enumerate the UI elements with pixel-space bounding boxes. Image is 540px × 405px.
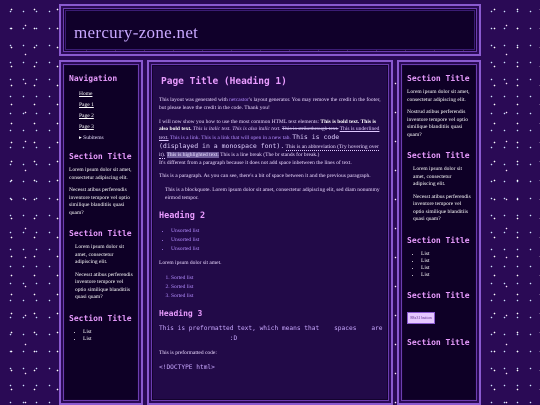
linebreak-text-2: It's different from a paragraph because it does not add space inbetween the lines of text. xyxy=(159,159,352,166)
list-item: • Unsorted list xyxy=(171,227,381,236)
sample-link-newtab[interactable]: This is a link that will open in a new tab. xyxy=(201,135,291,142)
intro-text-a: This layout was generated with xyxy=(159,97,230,103)
abbr-text: This is an abbreviation (Try hovering over it). xyxy=(159,143,379,158)
page-title: Page Title (Heading 1) xyxy=(161,76,287,87)
nav-link-page1[interactable]: Page 1 xyxy=(79,102,94,108)
list-item: • List xyxy=(83,329,133,336)
intro-text-b: 's layout generator. You may remove the credit in the footer, but please leave the credit in the code. Thank you! xyxy=(159,97,381,111)
nav-title: Navigation xyxy=(69,74,118,83)
sorted-list xyxy=(159,274,381,301)
code-text: This is code (displayed in a monospace font). xyxy=(159,133,340,150)
elements-paragraph xyxy=(159,119,381,168)
sample-link[interactable]: This is a link. xyxy=(169,135,200,142)
highlight-text: This is highlighted text. xyxy=(166,151,219,158)
list-item: 3. Sorted list xyxy=(171,292,381,301)
preformatted-label: This is preformatted code: xyxy=(159,349,217,356)
list-item: • List xyxy=(421,258,471,265)
left-section-2-text: Lorem ipsum dolor sit amet, consectetur adipiscing elit. xyxy=(75,244,125,265)
main-content-panel xyxy=(147,60,393,405)
nav-list xyxy=(69,89,133,144)
right-sidebar xyxy=(397,60,481,405)
elements-lead: I will now show you how to use the most common HTML text elements: xyxy=(159,118,321,125)
code-sample: <!DOCTYPE html> xyxy=(159,364,215,372)
right-section-title-4: Section Title xyxy=(407,290,470,300)
header-inner xyxy=(65,10,475,50)
nav-item-home[interactable] xyxy=(79,89,133,100)
left-section-title-1: Section Title xyxy=(69,152,132,161)
heading-3: Heading 3 xyxy=(159,308,203,318)
strike-text: This is strikethrough text. xyxy=(281,126,339,133)
site-header xyxy=(59,4,481,56)
list-item: • List xyxy=(83,336,133,343)
also-bold-text: This is also bold text. xyxy=(159,118,377,133)
left-section-title-2: Section Title xyxy=(69,229,132,238)
unsorted-list xyxy=(159,227,381,254)
also-italic-text: This is also italic text. xyxy=(232,126,281,133)
left-section-2-text-2: Necesst atibus perferendis inventore tempore vel optio similique blanditiis quasi quam? xyxy=(75,271,133,300)
site-logo[interactable]: mercury-zone.net xyxy=(74,23,199,42)
intro-paragraph xyxy=(159,97,381,113)
nav-subitems-label[interactable]: Subitems xyxy=(83,135,104,141)
right-section-1-text: Lorem ipsum dolor sit amet, consectetur adipiscing elit. xyxy=(407,89,470,103)
italic-text: This is italic text. xyxy=(192,126,231,133)
list-item: • Unsorted list xyxy=(171,236,381,245)
nav-item-subitems[interactable] xyxy=(79,133,133,144)
left-section-1-text: Lorem ipsum dolor sit amet, consectetur adipiscing elit. xyxy=(69,167,132,181)
lorem-line: Lorem ipsum dolor sit amet. xyxy=(159,259,222,266)
underline-text: This is underlined text. xyxy=(159,126,380,142)
left-sidebar xyxy=(59,60,143,405)
blockquote: This is a blockquote. Lorem ipsum dolor sit amet, consectetur adipiscing elit, sed diam nonummy eirmod tempor. xyxy=(165,187,380,201)
left-sidebar-content xyxy=(65,66,137,399)
right-section-title-3: Section Title xyxy=(407,235,470,245)
right-sidebar-content xyxy=(403,66,475,399)
right-section-2-text-2: Necesst atibus perferendis inventore tempore vel optio similique blanditiis quasi quam? xyxy=(413,193,471,222)
nav-link-page3[interactable]: Page 3 xyxy=(79,124,94,130)
paragraph: This is a paragraph. As you can see, there's a bit of space between it and the previous paragraph. xyxy=(159,173,371,180)
site-button-badge[interactable]: 88x31 button xyxy=(407,312,435,324)
list-item: 2. Sorted list xyxy=(171,283,381,292)
right-section-2-text: Lorem ipsum dolor sit amet, consectetur adipiscing elit. xyxy=(413,166,463,187)
right-section-title-5: Section Title xyxy=(407,337,470,347)
left-section-3-list xyxy=(69,329,133,343)
left-section-title-3: Section Title xyxy=(69,313,132,323)
nav-item-page1[interactable] xyxy=(79,100,133,111)
list-item: 1. Sorted list xyxy=(171,274,381,283)
bold-text: This is bold text. xyxy=(320,118,360,125)
linebreak-text: This is a line break (The br stands for break.) xyxy=(220,151,320,158)
left-section-1-text-2: Necesst atibus perferendis inventore tempore vel optio similique blanditiis quasi quam? xyxy=(69,187,130,216)
right-section-1-text-2: Nostrud atibus perferendis inventore tempore vel optio similique blanditiis quasi quam? xyxy=(407,109,468,138)
heading-2: Heading 2 xyxy=(159,210,206,221)
credit-link[interactable]: netcastor xyxy=(229,97,249,103)
list-item: • List xyxy=(421,272,471,279)
list-item: • Unsorted list xyxy=(171,245,381,254)
list-item: • List xyxy=(421,251,471,258)
nav-item-page2[interactable] xyxy=(79,111,133,122)
right-section-title-2: Section Title xyxy=(407,151,470,160)
right-section-3-list xyxy=(407,251,471,279)
preformatted-text: This is preformatted text, which means that spaces are :D xyxy=(159,324,383,342)
nav-link-page2[interactable]: Page 2 xyxy=(79,113,94,119)
nav-item-page3[interactable] xyxy=(79,122,133,133)
main-content xyxy=(153,66,387,399)
right-section-title-1: Section Title xyxy=(407,74,470,83)
nav-link-home[interactable]: Home xyxy=(79,91,93,97)
list-item: • List xyxy=(421,265,471,272)
